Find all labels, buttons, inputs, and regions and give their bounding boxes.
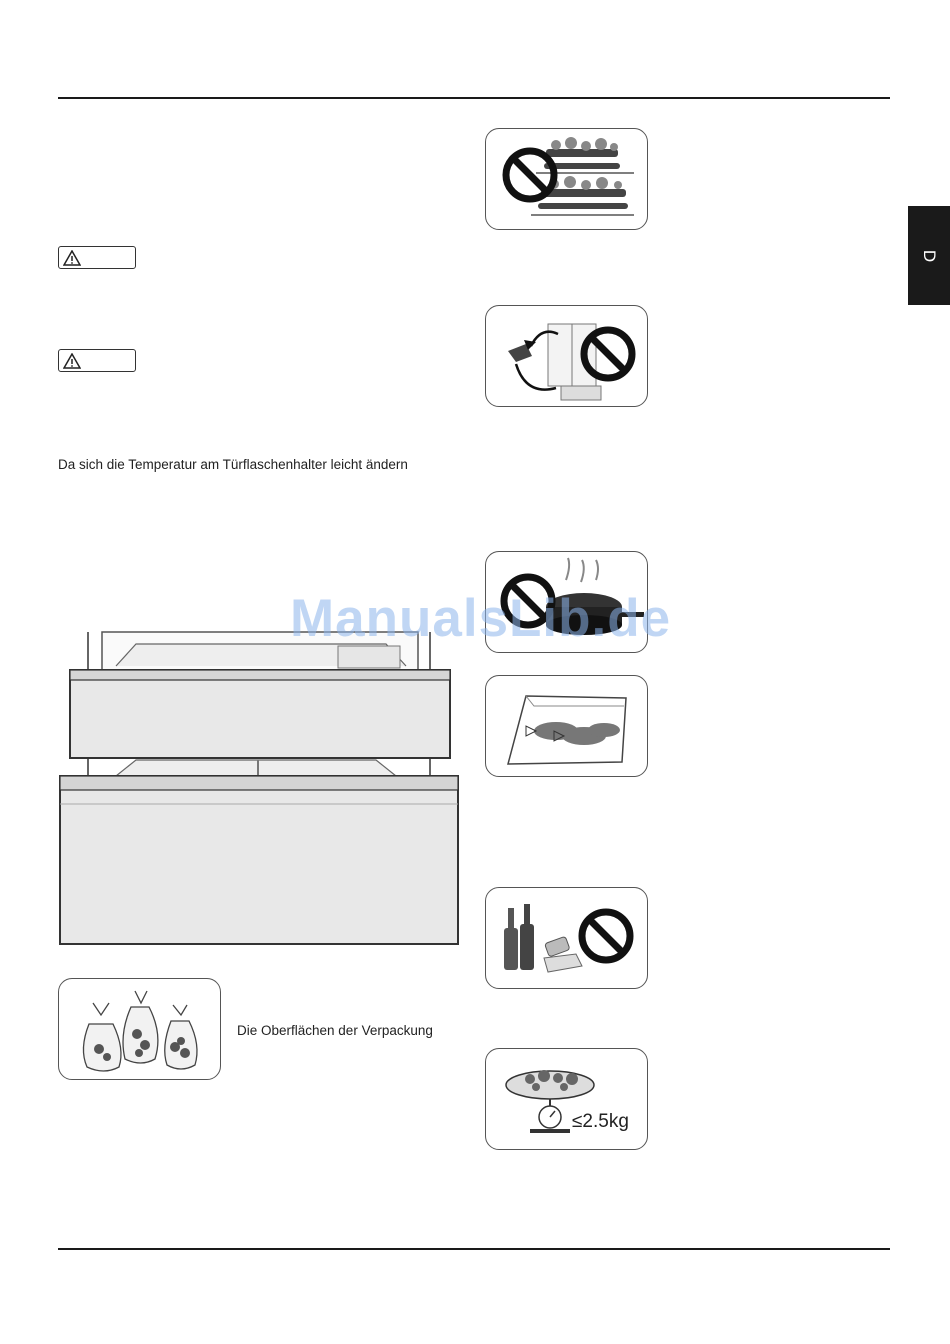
no-bottles-illustration (485, 887, 648, 989)
no-door-food-illustration (485, 305, 648, 407)
language-tab-label: D (920, 249, 939, 262)
weight-limit-illustration (485, 1048, 648, 1150)
warning-triangle-icon (63, 353, 81, 369)
weight-limit-label: ≤2.5kg (572, 1111, 629, 1132)
food-bags-illustration (58, 978, 221, 1080)
header-rule (58, 97, 890, 99)
no-overloading-illustration (485, 128, 648, 230)
footer-rule (58, 1248, 890, 1250)
warning-label (58, 349, 136, 372)
wrapped-fish-illustration (485, 675, 648, 777)
freezer-drawers-illustration (56, 628, 462, 950)
warning-triangle-icon (63, 250, 81, 266)
door-bottle-note: Da sich die Temperatur am Türflaschenhalter leicht ändern (58, 457, 408, 472)
warning-label (58, 246, 136, 269)
watermark: ManualsLib.de (290, 589, 672, 648)
prohibited-icon (506, 151, 554, 199)
packaging-note: Die Oberflächen der Verpackung (237, 1023, 433, 1038)
language-tab[interactable] (908, 206, 950, 305)
